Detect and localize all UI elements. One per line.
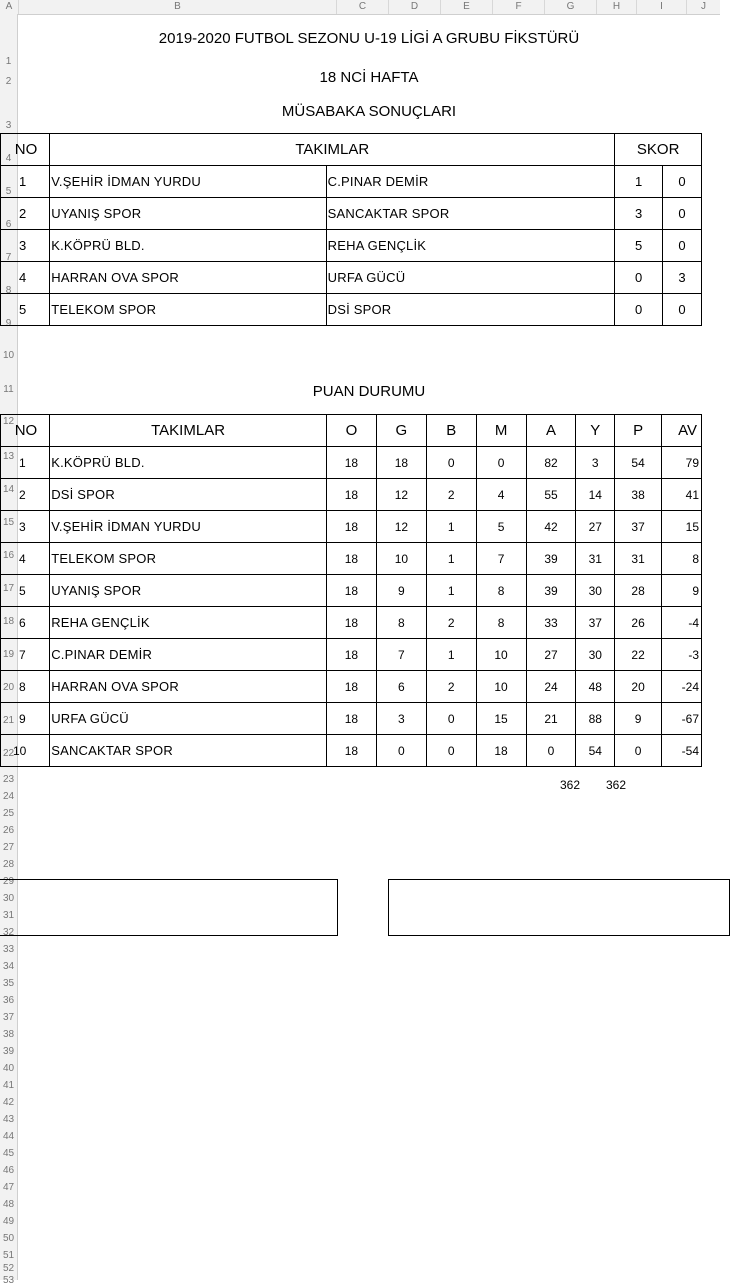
row-header-11[interactable]: 11 bbox=[3, 384, 14, 395]
standings-cell-team[interactable]: UYANIŞ SPOR bbox=[50, 575, 327, 607]
row-header-41[interactable]: 41 bbox=[2, 1080, 15, 1091]
row-header-8[interactable]: 8 bbox=[5, 285, 12, 296]
standings-cell-no[interactable]: 3 bbox=[1, 511, 50, 543]
standings-cell-p[interactable]: 54 bbox=[615, 447, 662, 479]
row-header-43[interactable]: 43 bbox=[2, 1114, 15, 1125]
result-home-team[interactable]: K.KÖPRÜ BLD. bbox=[50, 230, 326, 262]
standings-cell-av[interactable]: 79 bbox=[662, 447, 702, 479]
row-header-15[interactable]: 15 bbox=[2, 517, 15, 528]
standings-cell-p[interactable]: 31 bbox=[615, 543, 662, 575]
row-header-12[interactable]: 12 bbox=[2, 416, 15, 427]
standings-cell-no[interactable]: 2 bbox=[1, 479, 50, 511]
result-home-score[interactable]: 5 bbox=[615, 230, 663, 262]
col-header-a[interactable]: A bbox=[5, 1, 13, 12]
row-header-6[interactable]: 6 bbox=[5, 219, 12, 230]
standings-cell-av[interactable]: -24 bbox=[662, 671, 702, 703]
row-header-21[interactable]: 21 bbox=[2, 715, 15, 726]
result-no[interactable]: 2 bbox=[1, 198, 50, 230]
table-row bbox=[1, 198, 702, 230]
standings-cell-g[interactable]: 9 bbox=[376, 575, 426, 607]
standings-cell-a[interactable]: 55 bbox=[526, 479, 576, 511]
result-no[interactable]: 4 bbox=[1, 262, 50, 294]
row-header-7[interactable]: 7 bbox=[5, 252, 12, 263]
result-away-score[interactable]: 0 bbox=[662, 230, 701, 262]
standings-cell-m[interactable]: 8 bbox=[476, 575, 526, 607]
standings-cell-y[interactable]: 54 bbox=[576, 735, 615, 767]
standings-col-p[interactable]: P bbox=[615, 415, 662, 447]
standings-cell-g[interactable]: 8 bbox=[376, 607, 426, 639]
result-away-team[interactable]: SANCAKTAR SPOR bbox=[326, 198, 615, 230]
standings-cell-y[interactable]: 14 bbox=[576, 479, 615, 511]
row-header-29[interactable]: 29 bbox=[2, 876, 15, 887]
col-header-e[interactable]: E bbox=[440, 0, 492, 14]
total-y[interactable]: 362 bbox=[605, 778, 627, 792]
results-col-teams[interactable]: TAKIMLAR bbox=[50, 134, 615, 166]
standings-cell-m[interactable]: 15 bbox=[476, 703, 526, 735]
table-row bbox=[1, 262, 702, 294]
total-a[interactable]: 362 bbox=[559, 778, 581, 792]
result-home-score[interactable]: 0 bbox=[615, 294, 663, 326]
col-header-d[interactable]: D bbox=[388, 0, 440, 14]
standings-cell-g[interactable]: 0 bbox=[376, 735, 426, 767]
table-row bbox=[1, 166, 702, 198]
row-header-30[interactable]: 30 bbox=[2, 893, 15, 904]
result-home-team[interactable]: HARRAN OVA SPOR bbox=[50, 262, 326, 294]
table-row bbox=[1, 671, 702, 703]
standings-cell-a[interactable]: 82 bbox=[526, 447, 576, 479]
standings-cell-p[interactable]: 28 bbox=[615, 575, 662, 607]
standings-cell-av[interactable]: 9 bbox=[662, 575, 702, 607]
standings-col-y[interactable]: Y bbox=[576, 415, 615, 447]
standings-cell-m[interactable]: 5 bbox=[476, 511, 526, 543]
standings-cell-y[interactable]: 27 bbox=[576, 511, 615, 543]
standings-col-av[interactable]: AV bbox=[662, 415, 702, 447]
row-header-34[interactable]: 34 bbox=[2, 961, 15, 972]
column-header-bar bbox=[0, 0, 720, 15]
results-col-score[interactable]: SKOR bbox=[615, 134, 702, 166]
standings-cell-p[interactable]: 0 bbox=[615, 735, 662, 767]
row-header-47[interactable]: 47 bbox=[2, 1182, 15, 1193]
row-header-25[interactable]: 25 bbox=[2, 808, 15, 819]
row-header-39[interactable]: 39 bbox=[2, 1046, 15, 1057]
row-header-37[interactable]: 37 bbox=[2, 1012, 15, 1023]
standings-cell-g[interactable]: 12 bbox=[376, 511, 426, 543]
standings-cell-o[interactable]: 18 bbox=[326, 735, 376, 767]
standings-cell-team[interactable]: C.PINAR DEMİR bbox=[50, 639, 327, 671]
standings-cell-no[interactable]: 10 bbox=[1, 735, 50, 767]
standings-cell-m[interactable]: 7 bbox=[476, 543, 526, 575]
standings-cell-a[interactable]: 24 bbox=[526, 671, 576, 703]
row-header-5[interactable]: 5 bbox=[5, 186, 12, 197]
standings-cell-team[interactable]: URFA GÜCÜ bbox=[50, 703, 327, 735]
standings-cell-b[interactable]: 1 bbox=[426, 639, 476, 671]
row-header-20[interactable]: 20 bbox=[2, 682, 15, 693]
col-header-c[interactable]: C bbox=[336, 0, 388, 14]
row-header-2[interactable]: 2 bbox=[5, 76, 12, 87]
standings-cell-no[interactable]: 1 bbox=[1, 447, 50, 479]
standings-cell-o[interactable]: 18 bbox=[326, 543, 376, 575]
col-header-h[interactable]: H bbox=[596, 0, 636, 14]
row-header-36[interactable]: 36 bbox=[2, 995, 15, 1006]
table-row bbox=[1, 479, 702, 511]
standings-cell-no[interactable]: 9 bbox=[1, 703, 50, 735]
week-title: 18 NCİ HAFTA bbox=[319, 69, 419, 86]
result-away-score[interactable]: 0 bbox=[662, 198, 701, 230]
standings-col-a[interactable]: A bbox=[526, 415, 576, 447]
standings-cell-no[interactable]: 6 bbox=[1, 607, 50, 639]
standings-cell-a[interactable]: 39 bbox=[526, 575, 576, 607]
row-header-50[interactable]: 50 bbox=[2, 1233, 15, 1244]
standings-cell-o[interactable]: 18 bbox=[326, 575, 376, 607]
table-row bbox=[1, 639, 702, 671]
result-home-score[interactable]: 1 bbox=[615, 166, 663, 198]
standings-cell-y[interactable]: 88 bbox=[576, 703, 615, 735]
row-header-18[interactable]: 18 bbox=[2, 616, 15, 627]
standings-cell-b[interactable]: 0 bbox=[426, 703, 476, 735]
standings-cell-b[interactable]: 2 bbox=[426, 479, 476, 511]
standings-cell-a[interactable]: 39 bbox=[526, 543, 576, 575]
standings-table bbox=[0, 414, 702, 767]
table-row bbox=[1, 447, 702, 479]
standings-cell-av[interactable]: -67 bbox=[662, 703, 702, 735]
results-title: MÜSABAKA SONUÇLARI bbox=[281, 103, 457, 120]
row-header-31[interactable]: 31 bbox=[2, 910, 15, 921]
standings-cell-m[interactable]: 10 bbox=[476, 671, 526, 703]
result-away-score[interactable]: 0 bbox=[662, 166, 701, 198]
standings-cell-p[interactable]: 26 bbox=[615, 607, 662, 639]
row-header-38[interactable]: 38 bbox=[2, 1029, 15, 1040]
col-header-g[interactable]: G bbox=[544, 0, 596, 14]
result-home-team[interactable]: UYANIŞ SPOR bbox=[50, 198, 326, 230]
standings-cell-p[interactable]: 20 bbox=[615, 671, 662, 703]
standings-cell-a[interactable]: 27 bbox=[526, 639, 576, 671]
standings-cell-g[interactable]: 3 bbox=[376, 703, 426, 735]
result-no[interactable]: 1 bbox=[1, 166, 50, 198]
standings-cell-no[interactable]: 5 bbox=[1, 575, 50, 607]
standings-col-o[interactable]: O bbox=[326, 415, 376, 447]
standings-cell-g[interactable]: 18 bbox=[376, 447, 426, 479]
standings-cell-av[interactable]: 41 bbox=[662, 479, 702, 511]
standings-cell-b[interactable]: 2 bbox=[426, 607, 476, 639]
standings-col-m[interactable]: M bbox=[476, 415, 526, 447]
standings-cell-team[interactable]: SANCAKTAR SPOR bbox=[50, 735, 327, 767]
results-table bbox=[0, 133, 702, 326]
standings-cell-av[interactable]: -54 bbox=[662, 735, 702, 767]
standings-cell-y[interactable]: 31 bbox=[576, 543, 615, 575]
row-header-28[interactable]: 28 bbox=[2, 859, 15, 870]
standings-cell-y[interactable]: 3 bbox=[576, 447, 615, 479]
row-header-46[interactable]: 46 bbox=[2, 1165, 15, 1176]
standings-cell-o[interactable]: 18 bbox=[326, 639, 376, 671]
row-header-3[interactable]: 3 bbox=[5, 120, 12, 131]
row-header-49[interactable]: 49 bbox=[2, 1216, 15, 1227]
standings-cell-g[interactable]: 7 bbox=[376, 639, 426, 671]
standings-cell-team[interactable]: K.KÖPRÜ BLD. bbox=[50, 447, 327, 479]
result-no[interactable]: 5 bbox=[1, 294, 50, 326]
sheet-title: 2019-2020 FUTBOL SEZONU U-19 LİGİ A GRUBU FİKSTÜRÜ bbox=[158, 30, 580, 47]
standings-cell-g[interactable]: 12 bbox=[376, 479, 426, 511]
row-header-48[interactable]: 48 bbox=[2, 1199, 15, 1210]
standings-cell-m[interactable]: 8 bbox=[476, 607, 526, 639]
standings-cell-team[interactable]: TELEKOM SPOR bbox=[50, 543, 327, 575]
standings-cell-a[interactable]: 21 bbox=[526, 703, 576, 735]
row-header-51[interactable]: 51 bbox=[2, 1250, 15, 1261]
row-header-9[interactable]: 9 bbox=[5, 318, 12, 329]
row-header-42[interactable]: 42 bbox=[2, 1097, 15, 1108]
signature-box-right[interactable] bbox=[388, 879, 730, 936]
standings-cell-team[interactable]: REHA GENÇLİK bbox=[50, 607, 327, 639]
standings-cell-av[interactable]: -4 bbox=[662, 607, 702, 639]
standings-cell-a[interactable]: 42 bbox=[526, 511, 576, 543]
row-header-40[interactable]: 40 bbox=[2, 1063, 15, 1074]
table-row bbox=[1, 294, 702, 326]
standings-cell-no[interactable]: 7 bbox=[1, 639, 50, 671]
row-header-24[interactable]: 24 bbox=[2, 791, 15, 802]
standings-cell-no[interactable]: 4 bbox=[1, 543, 50, 575]
spreadsheet-grid[interactable] bbox=[13, 15, 720, 1280]
standings-cell-m[interactable]: 0 bbox=[476, 447, 526, 479]
table-row bbox=[1, 575, 702, 607]
standings-cell-b[interactable]: 1 bbox=[426, 575, 476, 607]
row-header-1[interactable]: 1 bbox=[5, 56, 12, 67]
standings-cell-team[interactable]: V.ŞEHİR İDMAN YURDU bbox=[50, 511, 327, 543]
result-home-team[interactable]: V.ŞEHİR İDMAN YURDU bbox=[50, 166, 326, 198]
result-home-score[interactable]: 0 bbox=[615, 262, 663, 294]
result-home-score[interactable]: 3 bbox=[615, 198, 663, 230]
result-away-team[interactable]: REHA GENÇLİK bbox=[326, 230, 615, 262]
result-away-team[interactable]: C.PINAR DEMİR bbox=[326, 166, 615, 198]
standings-cell-team[interactable]: HARRAN OVA SPOR bbox=[50, 671, 327, 703]
row-header-53[interactable]: 53 bbox=[2, 1275, 15, 1286]
row-header-14[interactable]: 14 bbox=[2, 484, 15, 495]
standings-cell-o[interactable]: 18 bbox=[326, 671, 376, 703]
row-header-35[interactable]: 35 bbox=[2, 978, 15, 989]
standings-cell-p[interactable]: 22 bbox=[615, 639, 662, 671]
result-no[interactable]: 3 bbox=[1, 230, 50, 262]
row-header-26[interactable]: 26 bbox=[2, 825, 15, 836]
col-header-b[interactable]: B bbox=[18, 0, 336, 14]
results-header-row bbox=[1, 134, 702, 166]
col-header-f[interactable]: F bbox=[492, 0, 544, 14]
standings-cell-p[interactable]: 9 bbox=[615, 703, 662, 735]
standings-cell-no[interactable]: 8 bbox=[1, 671, 50, 703]
result-away-team[interactable]: URFA GÜCÜ bbox=[326, 262, 615, 294]
col-header-j[interactable]: J bbox=[686, 0, 720, 14]
standings-cell-av[interactable]: 15 bbox=[662, 511, 702, 543]
table-row bbox=[1, 543, 702, 575]
standings-header-row bbox=[1, 415, 702, 447]
standings-cell-a[interactable]: 33 bbox=[526, 607, 576, 639]
standings-cell-y[interactable]: 48 bbox=[576, 671, 615, 703]
row-header-52[interactable]: 52 bbox=[2, 1263, 15, 1274]
row-header-45[interactable]: 45 bbox=[2, 1148, 15, 1159]
standings-title: PUAN DURUMU bbox=[312, 383, 426, 400]
row-header-23[interactable]: 23 bbox=[2, 774, 15, 785]
standings-cell-y[interactable]: 30 bbox=[576, 639, 615, 671]
standings-cell-m[interactable]: 4 bbox=[476, 479, 526, 511]
row-header-22[interactable]: 22 bbox=[2, 748, 15, 759]
standings-col-g[interactable]: G bbox=[376, 415, 426, 447]
table-row bbox=[1, 511, 702, 543]
result-away-team[interactable]: DSİ SPOR bbox=[326, 294, 615, 326]
standings-cell-o[interactable]: 18 bbox=[326, 703, 376, 735]
standings-cell-g[interactable]: 6 bbox=[376, 671, 426, 703]
row-header-44[interactable]: 44 bbox=[2, 1131, 15, 1142]
result-away-score[interactable]: 0 bbox=[662, 294, 701, 326]
table-row bbox=[1, 230, 702, 262]
standings-cell-av[interactable]: -3 bbox=[662, 639, 702, 671]
row-header-10[interactable]: 10 bbox=[2, 350, 15, 361]
standings-col-team[interactable]: TAKIMLAR bbox=[50, 415, 327, 447]
standings-cell-o[interactable]: 18 bbox=[326, 479, 376, 511]
table-row bbox=[1, 735, 702, 767]
standings-cell-team[interactable]: DSİ SPOR bbox=[50, 479, 327, 511]
row-header-16[interactable]: 16 bbox=[2, 550, 15, 561]
result-away-score[interactable]: 3 bbox=[662, 262, 701, 294]
standings-cell-y[interactable]: 37 bbox=[576, 607, 615, 639]
standings-cell-m[interactable]: 10 bbox=[476, 639, 526, 671]
row-header-19[interactable]: 19 bbox=[2, 649, 15, 660]
standings-cell-o[interactable]: 18 bbox=[326, 511, 376, 543]
row-header-33[interactable]: 33 bbox=[2, 944, 15, 955]
standings-cell-g[interactable]: 10 bbox=[376, 543, 426, 575]
standings-cell-b[interactable]: 0 bbox=[426, 735, 476, 767]
result-home-team[interactable]: TELEKOM SPOR bbox=[50, 294, 326, 326]
row-header-27[interactable]: 27 bbox=[2, 842, 15, 853]
standings-cell-p[interactable]: 37 bbox=[615, 511, 662, 543]
standings-cell-o[interactable]: 18 bbox=[326, 447, 376, 479]
table-row bbox=[1, 607, 702, 639]
standings-cell-av[interactable]: 8 bbox=[662, 543, 702, 575]
row-header-32[interactable]: 32 bbox=[2, 927, 15, 938]
signature-box-left[interactable] bbox=[0, 879, 338, 936]
table-row bbox=[1, 703, 702, 735]
row-header-4[interactable]: 4 bbox=[5, 153, 12, 164]
standings-cell-b[interactable]: 1 bbox=[426, 511, 476, 543]
results-col-no[interactable]: NO bbox=[1, 134, 50, 166]
standings-cell-b[interactable]: 2 bbox=[426, 671, 476, 703]
standings-col-no[interactable]: NO bbox=[1, 415, 50, 447]
standings-cell-o[interactable]: 18 bbox=[326, 607, 376, 639]
standings-cell-b[interactable]: 1 bbox=[426, 543, 476, 575]
standings-cell-y[interactable]: 30 bbox=[576, 575, 615, 607]
col-header-i[interactable]: I bbox=[636, 0, 686, 14]
standings-cell-m[interactable]: 18 bbox=[476, 735, 526, 767]
standings-cell-a[interactable]: 0 bbox=[526, 735, 576, 767]
standings-cell-b[interactable]: 0 bbox=[426, 447, 476, 479]
standings-col-b[interactable]: B bbox=[426, 415, 476, 447]
standings-cell-p[interactable]: 38 bbox=[615, 479, 662, 511]
row-header-17[interactable]: 17 bbox=[2, 583, 15, 594]
row-header-13[interactable]: 13 bbox=[2, 451, 15, 462]
